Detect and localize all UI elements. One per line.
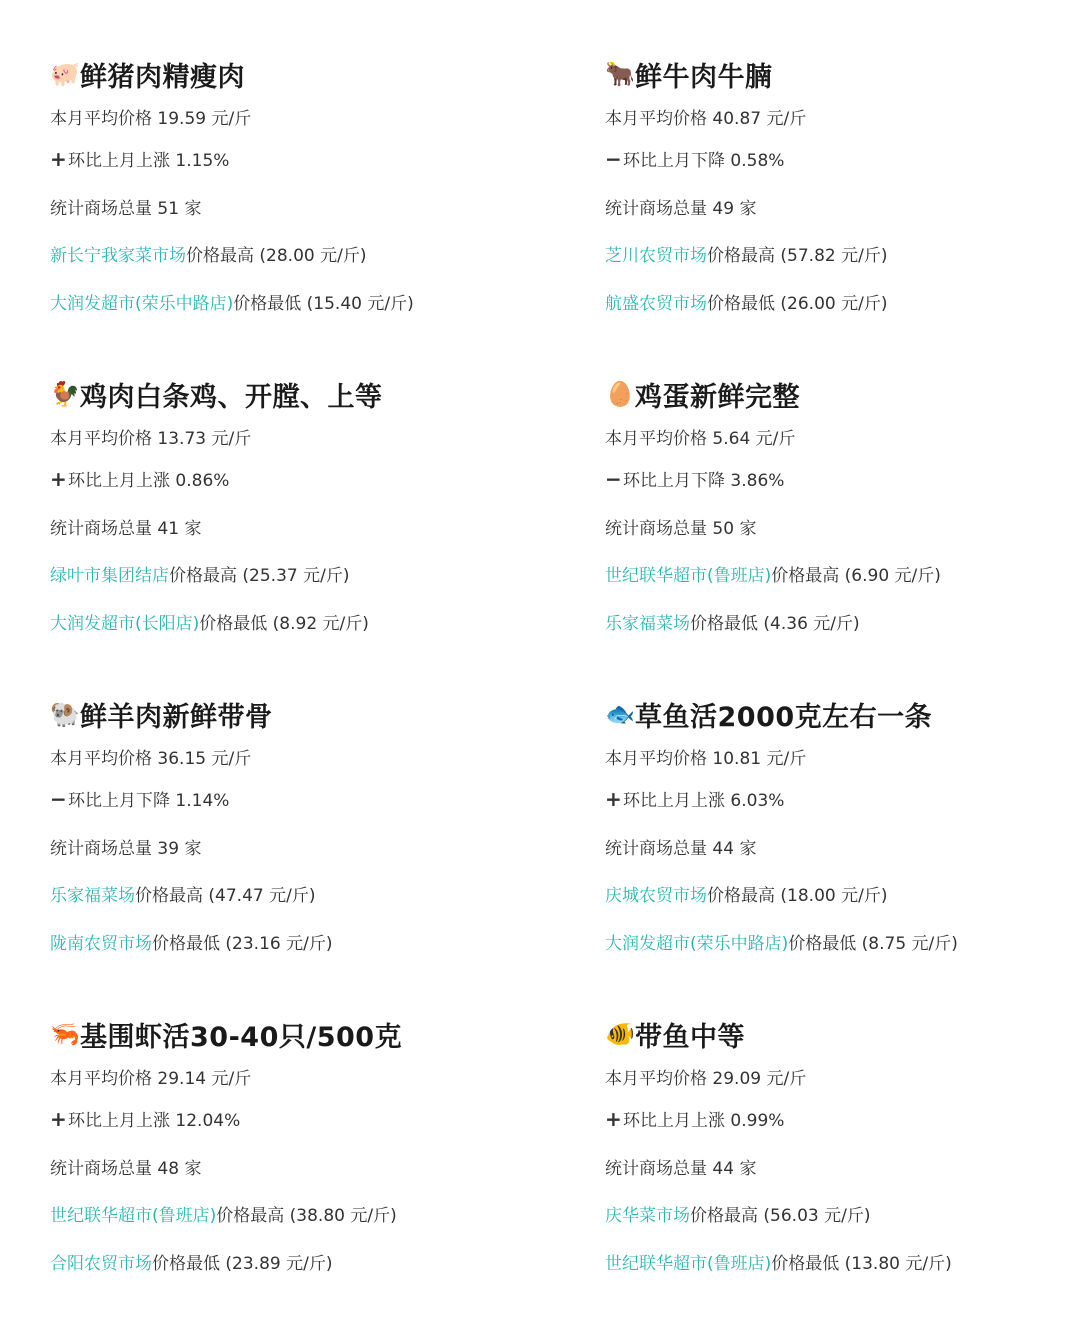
month-change xyxy=(605,1095,1080,1143)
highest-price xyxy=(605,870,1080,918)
change-text: 环比上月上涨 0.86% xyxy=(68,471,230,492)
change-sign-icon: + xyxy=(605,786,622,811)
ram-icon: 🐏 xyxy=(50,700,80,728)
lowest-market-link[interactable]: 乐家福菜场 xyxy=(605,613,690,634)
highest-price-text: 价格最高 (18.00 元/斤) xyxy=(707,886,888,907)
card-title xyxy=(605,1010,1080,1058)
lowest-price xyxy=(50,918,550,966)
month-change xyxy=(50,455,550,503)
lowest-market-link[interactable]: 合阳农贸市场 xyxy=(50,1253,152,1274)
lowest-price xyxy=(605,918,1080,966)
item-name: 鲜猪肉精瘦肉 xyxy=(80,61,245,93)
lowest-price-text: 价格最低 (13.80 元/斤) xyxy=(771,1253,952,1274)
highest-price-text: 价格最高 (56.03 元/斤) xyxy=(690,1206,871,1227)
change-sign-icon: + xyxy=(605,1106,622,1131)
lowest-price xyxy=(605,278,1080,326)
month-change xyxy=(50,135,550,183)
highest-price-text: 价格最高 (28.00 元/斤) xyxy=(186,246,367,267)
lowest-price-text: 价格最低 (15.40 元/斤) xyxy=(233,293,414,314)
highest-price-text: 价格最高 (25.37 元/斤) xyxy=(169,566,350,587)
highest-price xyxy=(605,550,1080,598)
change-sign-icon: − xyxy=(50,786,67,811)
lowest-price-text: 价格最低 (8.75 元/斤) xyxy=(788,933,958,954)
highest-market-link[interactable]: 新长宁我家菜市场 xyxy=(50,246,186,267)
price-card-shrimp xyxy=(50,1010,550,1285)
change-text: 环比上月上涨 6.03% xyxy=(623,791,785,812)
shrimp-icon: 🦐 xyxy=(50,1020,80,1048)
highest-price-text: 价格最高 (47.47 元/斤) xyxy=(135,886,316,907)
lowest-price xyxy=(50,598,550,646)
market-count: 统计商场总量 41 家 xyxy=(50,518,202,539)
average-price: 本月平均价格 29.09 元/斤 xyxy=(605,1069,807,1089)
month-change xyxy=(50,775,550,823)
average-price: 本月平均价格 10.81 元/斤 xyxy=(605,749,807,769)
month-change xyxy=(605,135,1080,183)
card-title xyxy=(50,50,550,98)
item-name: 基围虾活30-40只/500克 xyxy=(80,1021,403,1053)
change-text: 环比上月上涨 1.15% xyxy=(68,151,230,172)
fish-icon: 🐟 xyxy=(605,700,635,728)
rooster-icon: 🐓 xyxy=(50,380,80,408)
average-price: 本月平均价格 36.15 元/斤 xyxy=(50,749,252,769)
lowest-price-text: 价格最低 (4.36 元/斤) xyxy=(690,613,860,634)
card-title xyxy=(50,690,550,738)
month-change xyxy=(605,775,1080,823)
average-price: 本月平均价格 29.14 元/斤 xyxy=(50,1069,252,1089)
market-count: 统计商场总量 50 家 xyxy=(605,518,757,539)
item-name: 鲜牛肉牛腩 xyxy=(635,61,773,93)
lowest-price-text: 价格最低 (8.92 元/斤) xyxy=(199,613,369,634)
pig-icon: 🐖 xyxy=(50,60,80,88)
lowest-market-link[interactable]: 世纪联华超市(鲁班店) xyxy=(605,1253,772,1274)
average-price: 本月平均价格 40.87 元/斤 xyxy=(605,109,807,129)
change-text: 环比上月下降 0.58% xyxy=(623,151,785,172)
lowest-market-link[interactable]: 大润发超市(荣乐中路店) xyxy=(50,293,234,314)
highest-price xyxy=(50,870,550,918)
lowest-market-link[interactable]: 陇南农贸市场 xyxy=(50,933,152,954)
item-name: 草鱼活2000克左右一条 xyxy=(635,701,933,733)
highest-market-link[interactable]: 世纪联华超市(鲁班店) xyxy=(605,566,772,587)
highest-price-text: 价格最高 (6.90 元/斤) xyxy=(771,566,941,587)
average-price: 本月平均价格 13.73 元/斤 xyxy=(50,429,252,449)
highest-price xyxy=(50,1190,550,1238)
egg-icon: 🥚 xyxy=(605,380,635,408)
highest-price-text: 价格最高 (38.80 元/斤) xyxy=(216,1206,397,1227)
price-card-chicken xyxy=(50,370,550,645)
change-text: 环比上月上涨 12.04% xyxy=(68,1111,241,1132)
lowest-market-link[interactable]: 航盛农贸市场 xyxy=(605,293,707,314)
lowest-price-text: 价格最低 (26.00 元/斤) xyxy=(707,293,888,314)
tropical-fish-icon: 🐠 xyxy=(605,1020,635,1048)
highest-market-link[interactable]: 庆华菜市场 xyxy=(605,1206,690,1227)
average-price: 本月平均价格 19.59 元/斤 xyxy=(50,109,252,129)
lowest-price-text: 价格最低 (23.89 元/斤) xyxy=(152,1253,333,1274)
lowest-market-link[interactable]: 大润发超市(荣乐中路店) xyxy=(605,933,789,954)
price-card-pork xyxy=(50,50,550,325)
highest-price xyxy=(50,230,550,278)
ox-icon: 🐂 xyxy=(605,60,635,88)
highest-price xyxy=(605,1190,1080,1238)
lowest-price xyxy=(605,1238,1080,1286)
card-title xyxy=(50,1010,550,1058)
lowest-price xyxy=(50,1238,550,1286)
highest-market-link[interactable]: 庆城农贸市场 xyxy=(605,886,707,907)
change-text: 环比上月上涨 0.99% xyxy=(623,1111,785,1132)
market-count: 统计商场总量 39 家 xyxy=(50,838,202,859)
change-sign-icon: + xyxy=(50,146,67,171)
market-count: 统计商场总量 51 家 xyxy=(50,198,202,219)
month-change xyxy=(50,1095,550,1143)
price-card-grass-carp xyxy=(605,690,1080,965)
card-title xyxy=(605,50,1080,98)
lowest-price xyxy=(50,278,550,326)
market-count: 统计商场总量 44 家 xyxy=(605,1158,757,1179)
lowest-price xyxy=(605,598,1080,646)
lowest-market-link[interactable]: 大润发超市(长阳店) xyxy=(50,613,200,634)
price-card-egg xyxy=(605,370,1080,645)
market-count: 统计商场总量 49 家 xyxy=(605,198,757,219)
price-card-hairtail xyxy=(605,1010,1080,1285)
highest-market-link[interactable]: 乐家福菜场 xyxy=(50,886,135,907)
highest-market-link[interactable]: 绿叶市集团结店 xyxy=(50,566,169,587)
item-name: 鲜羊肉新鲜带骨 xyxy=(80,701,273,733)
change-text: 环比上月下降 1.14% xyxy=(68,791,230,812)
lowest-price-text: 价格最低 (23.16 元/斤) xyxy=(152,933,333,954)
price-card-mutton xyxy=(50,690,550,965)
highest-market-link[interactable]: 芝川农贸市场 xyxy=(605,246,707,267)
item-name: 鸡蛋新鲜完整 xyxy=(635,381,800,413)
month-change xyxy=(605,455,1080,503)
change-sign-icon: − xyxy=(605,146,622,171)
change-text: 环比上月下降 3.86% xyxy=(623,471,785,492)
card-title xyxy=(50,370,550,418)
market-count: 统计商场总量 44 家 xyxy=(605,838,757,859)
card-title xyxy=(605,370,1080,418)
highest-price xyxy=(50,550,550,598)
market-count: 统计商场总量 48 家 xyxy=(50,1158,202,1179)
item-name: 带鱼中等 xyxy=(635,1021,745,1053)
card-title xyxy=(605,690,1080,738)
change-sign-icon: + xyxy=(50,466,67,491)
item-name: 鸡肉白条鸡、开膛、上等 xyxy=(80,381,383,413)
average-price: 本月平均价格 5.64 元/斤 xyxy=(605,429,796,449)
highest-price-text: 价格最高 (57.82 元/斤) xyxy=(707,246,888,267)
highest-market-link[interactable]: 世纪联华超市(鲁班店) xyxy=(50,1206,217,1227)
change-sign-icon: − xyxy=(605,466,622,491)
price-card-beef xyxy=(605,50,1080,325)
highest-price xyxy=(605,230,1080,278)
change-sign-icon: + xyxy=(50,1106,67,1131)
